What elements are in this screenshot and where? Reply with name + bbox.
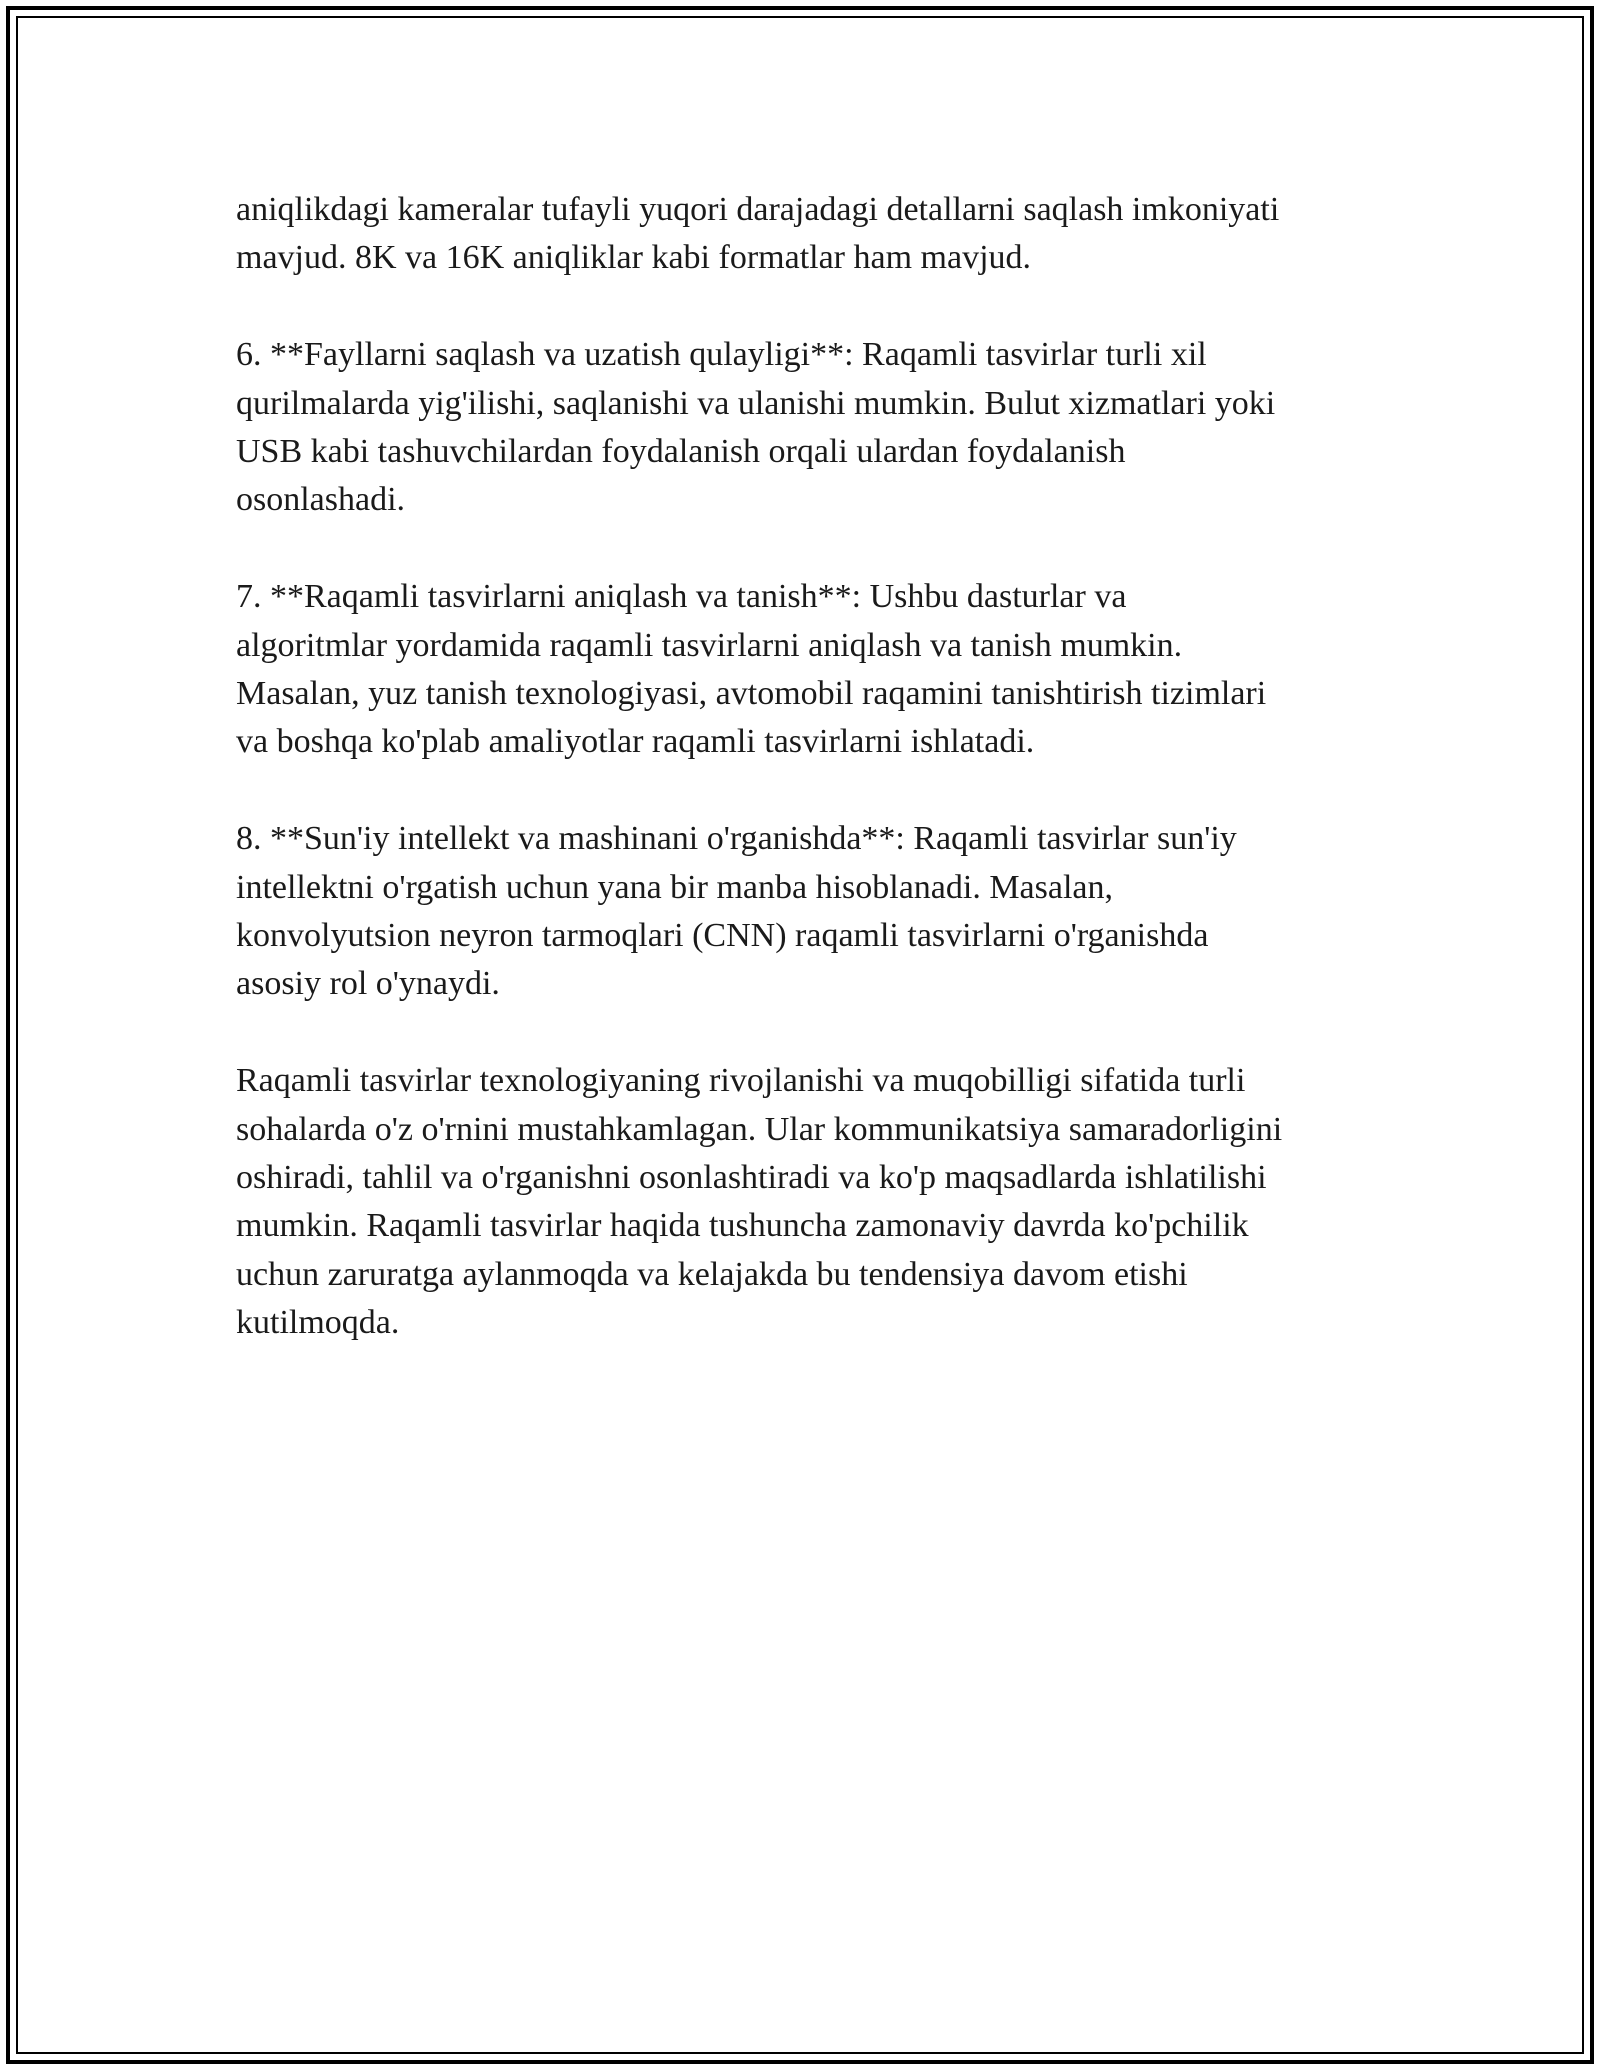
document-body <box>236 186 1386 1396</box>
paragraph-conclusion: Raqamli tasvirlar texnologiyaning rivojlanishi va muqobilligi sifatida turli sohalarda o'z o'rnini mustahkamlagan. Ular kommunikatsiya samaradorligini oshiradi, tahlil va o'rganishni osonlashtiradi va ko'p maqsadlarda ishlatilishi mumkin. Raqamli tasvirlar haqida tushuncha zamonaviy davrda ko'pchilik uchun zaruratga aylanmoqda va kelajakda bu tendensiya davom etishi kutilmoqda. <box>236 1062 1283 1342</box>
paragraph-item-7-recognition: 7. **Raqamli tasvirlarni aniqlash va tanish**: Ushbu dasturlar va algoritmlar yordamida raqamli tasvirlarni aniqlash va tanish mumkin. Masalan, yuz tanish texnologiyasi, avtomobil raqamini tanishtirish tizimlari va boshqa ko'plab amaliyotlar raqamli tasvirlarni ishlatadi. <box>236 578 1267 761</box>
paragraph-resolution-continuation: aniqlikdagi kameralar tufayli yuqori darajadagi detallarni saqlash imkoniyati mavjud. 8K va 16K aniqliklar kabi formatlar ham mavjud. <box>236 191 1280 277</box>
paragraph-item-8-ai-ml: 8. **Sun'iy intellekt va mashinani o'rganishda**: Raqamli tasvirlar sun'iy intellektni o'rgatish uchun yana bir manba hisoblanadi. Masalan, konvolyutsion neyron tarmoqlari (CNN) raqamli tasvirlarni o'rganishda asosiy rol o'ynaydi. <box>236 820 1237 1003</box>
paragraph-item-6-file-storage: 6. **Fayllarni saqlash va uzatish qulayligi**: Raqamli tasvirlar turli xil qurilmalarda yig'ilishi, saqlanishi va ulanishi mumkin. Bulut xizmatlari yoki USB kabi tashuvchilardan foydalanish orqali ulardan foydalanish osonlashadi. <box>236 336 1276 519</box>
